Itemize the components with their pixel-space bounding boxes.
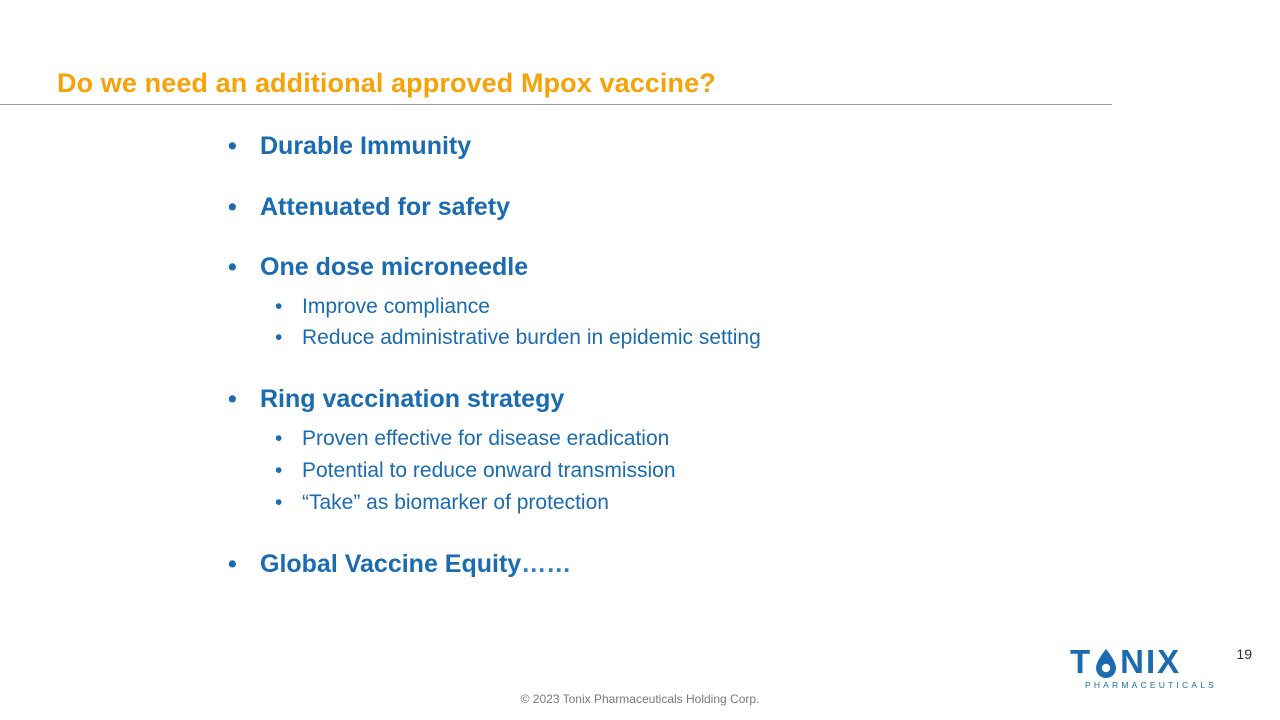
page-number: 19 [1236, 646, 1252, 662]
bullet-level1 [228, 252, 1188, 283]
list-item [228, 549, 1188, 580]
bullet-level1 [228, 131, 1188, 162]
bullet-level1-label: Attenuated for safety [260, 192, 511, 221]
spacer [228, 222, 1188, 252]
logo-word-left: T [1070, 643, 1093, 680]
bullet-glyph-icon: • [275, 326, 283, 350]
bullet-glyph-icon: • [228, 253, 237, 281]
bullet-level2 [275, 423, 1188, 455]
page-title: Do we need an additional approved Mpox vaccine? [57, 68, 716, 98]
bullet-level2-label: “Take” as biomarker of protection [302, 490, 609, 514]
logo-word-right: NIX [1120, 643, 1182, 680]
tonix-logo [1070, 645, 1220, 697]
bullet-level1 [228, 549, 1188, 580]
bullet-level1-main: Global Vaccine Equity [260, 549, 522, 578]
bullet-glyph-icon: • [275, 458, 283, 482]
bullet-level1-label [260, 549, 571, 580]
bullet-glyph-icon: • [228, 549, 237, 578]
list-item [228, 192, 1188, 223]
spacer [228, 415, 1188, 423]
logo-tagline: PHARMACEUTICALS [1084, 680, 1218, 690]
list-item [228, 131, 1188, 162]
bullet-glyph-icon: • [275, 426, 283, 450]
bullet-level2 [275, 291, 1188, 323]
list-item [228, 252, 1188, 354]
bullet-glyph-icon: • [228, 192, 237, 221]
bullet-level2 [275, 322, 1188, 354]
bullet-level2-label: Improve compliance [302, 294, 490, 318]
bullet-level1-label: Ring vaccination strategy [260, 385, 565, 414]
bullet-level2-label: Proven effective for disease eradication [302, 426, 670, 450]
spacer [228, 354, 1188, 384]
spacer [228, 162, 1188, 192]
bullet-level2-label: Reduce administrative burden in epidemic setting [302, 326, 761, 350]
bullet-level1 [228, 384, 1188, 415]
bullet-level1-ellipsis: …… [521, 549, 572, 578]
list-item [228, 384, 1188, 518]
bullet-level1-label: Durable Immunity [260, 132, 472, 160]
bullet-glyph-icon: • [275, 294, 283, 318]
spacer [228, 519, 1188, 549]
bullet-level1-label: One dose microneedle [260, 253, 529, 281]
bullet-level1 [228, 192, 1188, 223]
bullet-glyph-icon: • [275, 490, 283, 514]
logo-wordmark [1070, 645, 1220, 679]
droplet-icon [1093, 647, 1119, 677]
spacer [228, 283, 1188, 291]
copyright-notice: © 2023 Tonix Pharmaceuticals Holding Corp. [520, 692, 760, 706]
title-divider [0, 104, 1112, 105]
bullet-level2-label: Potential to reduce onward transmission [302, 458, 676, 482]
bullet-list [228, 131, 1188, 579]
bullet-glyph-icon: • [228, 385, 237, 414]
bullet-level2 [275, 455, 1188, 487]
bullet-level2 [275, 487, 1188, 519]
bullet-glyph-icon: • [228, 132, 237, 160]
